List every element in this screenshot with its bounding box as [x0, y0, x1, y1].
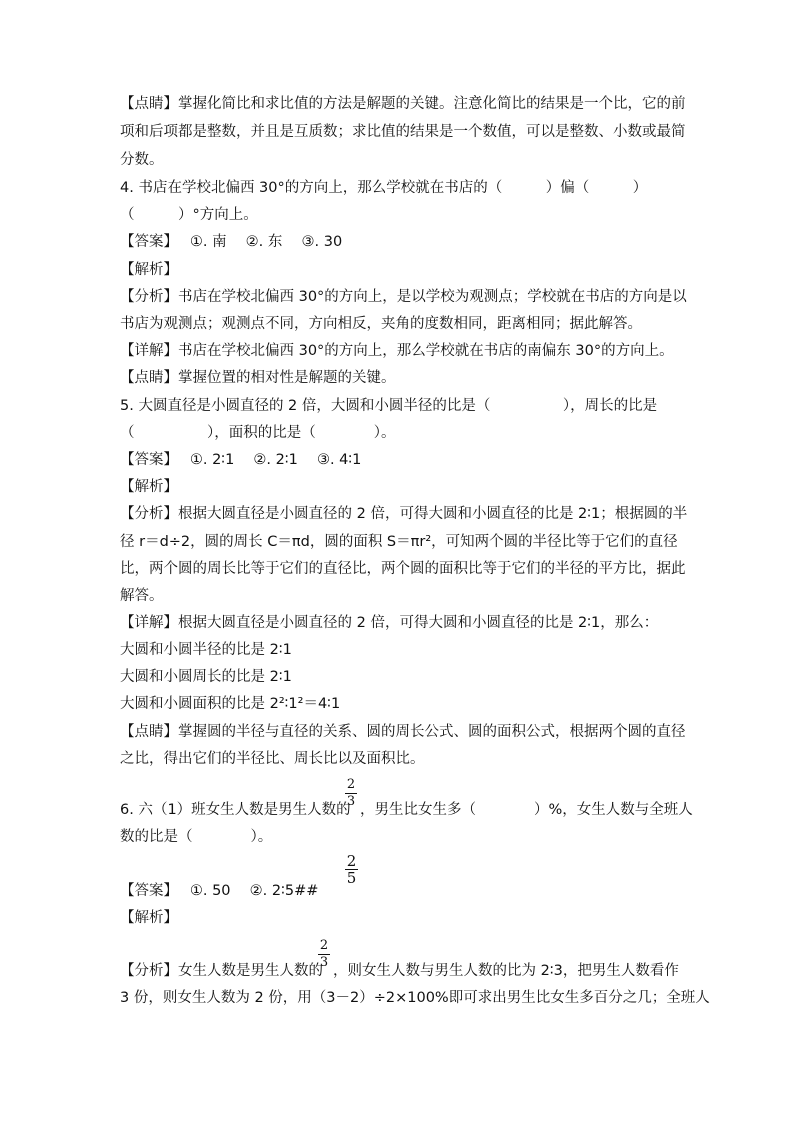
text-line: ，则女生人数与男生人数的比为 2∶3，把男生人数看作 — [333, 963, 679, 979]
question-6-line-1-part-a: 6. 六（1）班女生人数是男生人数的 — [120, 802, 351, 818]
fraction-numerator: 2 — [346, 777, 356, 792]
fraction-two-fifths — [345, 854, 358, 885]
text-line: 大圆和小圆半径的比是 2∶1 — [120, 642, 292, 658]
fraction-numerator: 2 — [319, 938, 329, 953]
text-line: 径 r＝d÷2，圆的周长 C＝πd，圆的面积 S＝πr²，可知两个圆的半径比等于它们的直径 — [120, 534, 678, 550]
text-line: 【详解】根据大圆直径是小圆直径的 2 倍，可得大圆和小圆直径的比是 2∶1，那么： — [120, 615, 659, 631]
analysis-heading: 【解析】 — [120, 262, 178, 278]
text-line: 项和后项都是整数，并且是互质数；求比值的结果是一个数值，可以是整数、小数或最简 — [120, 124, 686, 140]
text-line: 【详解】书店在学校北偏西 30°的方向上，那么学校就在书店的南偏东 30°的方向上。 — [120, 343, 674, 359]
fraction-numerator: 2 — [346, 852, 357, 870]
answer-line: 【答案】 ①. 2∶1 ②. 2∶1 ③. 4∶1 — [120, 452, 362, 468]
fraction-denominator: 3 — [319, 955, 329, 970]
question-4-line-1: 4. 书店在学校北偏西 30°的方向上，那么学校就在书店的（ ）偏（ ） — [120, 180, 648, 196]
question-4-line-2: （ ）°方向上。 — [120, 207, 258, 223]
text-line: 【点睛】掌握化简比和求比值的方法是解题的关键。注意化简比的结果是一个比，它的前 — [120, 96, 686, 112]
answer-line: 【答案】 ①. 50 ②. 2∶5## — [120, 883, 319, 899]
answer-line: 【答案】 ①. 南 ②. 东 ③. 30 — [120, 234, 343, 250]
text-line: 大圆和小圆面积的比是 2²∶1²＝4∶1 — [120, 696, 341, 712]
text-line: 3 份，则女生人数为 2 份，用（3－2）÷2×100%即可求出男生比女生多百分之几；全班人 — [120, 990, 710, 1006]
text-line: 解答。 — [120, 588, 164, 604]
question-6-line-1-part-b: ，男生比女生多（ ）%，女生人数与全班人 — [360, 802, 693, 818]
analysis-heading: 【解析】 — [120, 910, 178, 926]
text-line: 【分析】根据大圆直径是小圆直径的 2 倍，可得大圆和小圆直径的比是 2∶1；根据圆的半 — [120, 506, 688, 522]
question-6-line-2: 数的比是（ ）。 — [120, 829, 273, 845]
fraction-denominator: 5 — [346, 869, 357, 887]
question-5-line-2: （ ），面积的比是（ ）。 — [120, 425, 396, 441]
question-5-line-1: 5. 大圆直径是小圆直径的 2 倍，大圆和小圆半径的比是（ ），周长的比是 — [120, 398, 658, 414]
text-line: 大圆和小圆周长的比是 2∶1 — [120, 669, 292, 685]
fraction-denominator: 3 — [346, 794, 356, 809]
text-line: 分数。 — [120, 152, 164, 168]
text-line: 书店为观测点；观测点不同，方向相反，夹角的度数相同，距离相同；据此解答。 — [120, 316, 642, 332]
text-line: 【分析】书店在学校北偏西 30°的方向上，是以学校为观测点；学校就在书店的方向是以 — [120, 289, 687, 305]
text-line: 【分析】女生人数是男生人数的 — [120, 963, 323, 979]
text-line: 【点睛】掌握圆的半径与直径的关系、圆的周长公式、圆的面积公式，根据两个圆的直径 — [120, 724, 686, 740]
analysis-heading: 【解析】 — [120, 479, 178, 495]
text-line: 【点睛】掌握位置的相对性是解题的关键。 — [120, 370, 396, 386]
text-line: 之比，得出它们的半径比、周长比以及面积比。 — [120, 751, 425, 767]
text-line: 比，两个圆的周长比等于它们的直径比，两个圆的面积比等于它们的半径的平方比，据此 — [120, 561, 686, 577]
